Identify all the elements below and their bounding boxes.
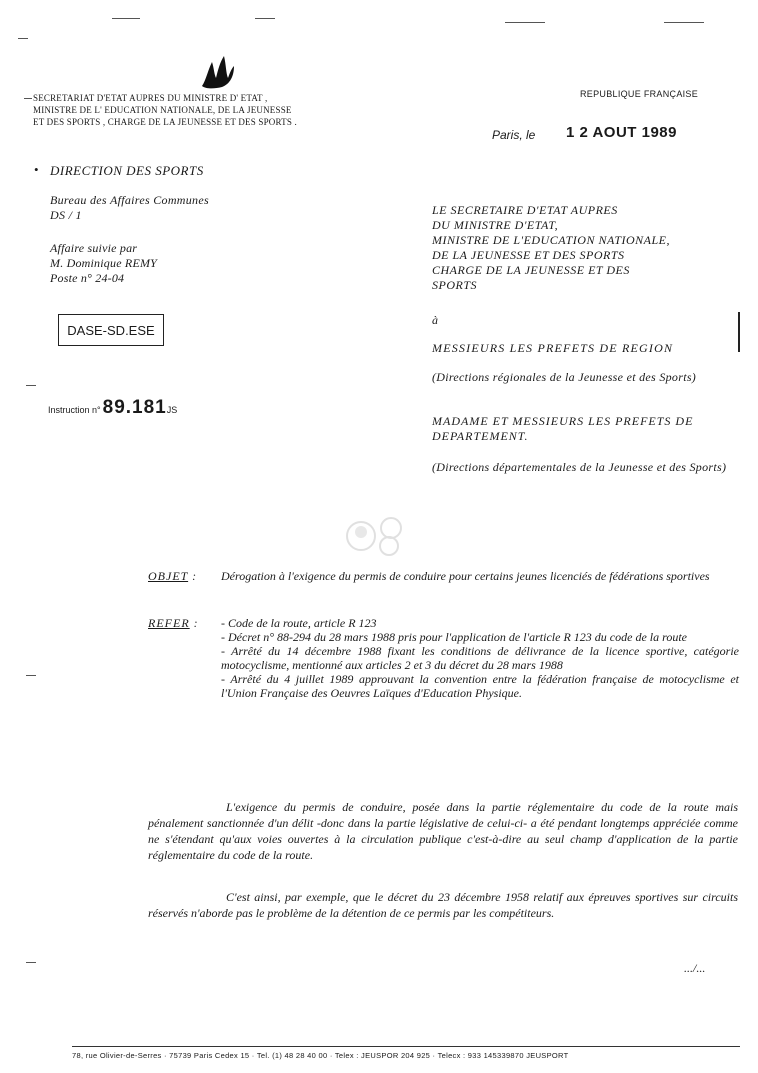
instruction-suffix: JS xyxy=(166,405,178,415)
bureau-line: DS / 1 xyxy=(50,208,82,222)
bureau-block xyxy=(50,193,209,223)
signatory-line: DE LA JEUNESSE ET DES SPORTS xyxy=(432,248,625,262)
service-stamp-box: DASE-SD.ESE xyxy=(58,314,164,346)
addressee-prefets-region: MESSIEURS LES PREFETS DE REGION xyxy=(432,341,674,355)
watermark-logo xyxy=(343,512,409,558)
signatory-line: LE SECRETAIRE D'ETAT AUPRES xyxy=(432,203,618,217)
refer-list xyxy=(221,616,739,700)
body-paragraph: L'exigence du permis de conduire, posée dans la partie réglementaire du code de la route mais pénalement sanctionnée d'un délit -donc dans la partie législative de celui-ci- a été pendant longtemps appréciée comme ne s'étendant qu'aux voies ouvertes à la circulation publique c'est-à-dire au seul champ d'application de la partie réglementaire du code de la route. xyxy=(148,800,738,862)
scan-mark xyxy=(255,18,275,19)
scan-mark xyxy=(26,675,36,676)
addressee-ddjs: (Directions départementales de la Jeunesse et des Sports) xyxy=(432,460,727,474)
ministry-line: SECRETARIAT D'ETAT AUPRES DU MINISTRE D' ETAT , xyxy=(33,93,268,103)
continued-mark: .../... xyxy=(684,961,706,975)
objet-label: OBJET : xyxy=(148,569,198,583)
footer-rule xyxy=(72,1046,740,1047)
scan-mark xyxy=(664,22,704,23)
instruction-value: 89.181 xyxy=(102,397,167,418)
signatory-line: DU MINISTRE D'ETAT, xyxy=(432,218,559,232)
bullet-mark: • xyxy=(34,162,39,177)
refer-item: - Arrêté du 14 décembre 1988 fixant les conditions de délivrance de la licence sportive, catégorie motocyclisme, mentionné aux articles 2 et 3 du décret du 28 mars 1988 xyxy=(221,644,739,672)
direction-title: DIRECTION DES SPORTS xyxy=(50,163,204,178)
ministry-heading xyxy=(33,92,297,128)
ministry-line: MINISTRE DE L' EDUCATION NATIONALE, DE LA JEUNESSE xyxy=(33,105,292,115)
ministry-logo xyxy=(196,52,238,90)
scan-mark xyxy=(505,22,545,23)
place-date-prefix: Paris, le xyxy=(492,128,536,142)
scan-mark xyxy=(24,98,32,99)
scan-mark xyxy=(18,38,28,39)
refer-item: - Décret n° 88-294 du 28 mars 1988 pris pour l'application de l'article R 123 du code de la route xyxy=(221,630,687,644)
addressee-prefets-departement: MADAME ET MESSIEURS LES PREFETS DE DEPARTEMENT. xyxy=(432,414,694,443)
signatory-line: CHARGE DE LA JEUNESSE ET DES xyxy=(432,263,630,277)
republique-heading: REPUBLIQUE FRANÇAISE xyxy=(580,89,699,99)
margin-line xyxy=(738,312,740,352)
ministry-line: ET DES SPORTS , CHARGE DE LA JEUNESSE ET DES SPORTS . xyxy=(33,117,297,127)
footer-address: 78, rue Olivier-de-Serres · 75739 Paris Cedex 15 · Tel. (1) 48 28 40 00 · Telex : JEUSPOR 204 925 · Telecx : 933 145339870 JEUSPORT xyxy=(72,1051,569,1060)
objet-text: Dérogation à l'exigence du permis de conduire pour certains jeunes licenciés de fédérations sportives xyxy=(221,569,710,583)
bureau-line: Bureau des Affaires Communes xyxy=(50,193,209,207)
addressee-drjs: (Directions régionales de la Jeunesse et des Sports) xyxy=(432,370,697,384)
signatory-line: MINISTRE DE L'EDUCATION NATIONALE, xyxy=(432,233,671,247)
refer-item: - Code de la route, article R 123 xyxy=(221,616,377,630)
refer-label: REFER : xyxy=(148,616,199,630)
scan-mark xyxy=(26,385,36,386)
affaire-block xyxy=(50,241,157,286)
body-paragraph: C'est ainsi, par exemple, que le décret du 23 décembre 1958 relatif aux épreuves sportives sur circuits réservés n'aborde pas le problème de la détention de ce permis par les compétiteurs. xyxy=(148,890,738,920)
affaire-line: Poste n° 24-04 xyxy=(50,271,125,285)
signatory-block xyxy=(432,203,670,293)
signatory-line: SPORTS xyxy=(432,278,477,292)
scan-mark xyxy=(112,18,140,19)
scan-mark xyxy=(26,962,36,963)
affaire-line: M. Dominique REMY xyxy=(50,256,158,270)
instruction-label: Instruction n° xyxy=(48,405,101,415)
refer-item: - Arrêté du 4 juillet 1989 approuvant la convention entre la fédération française de motocyclisme et l'Union Française des Oeuvres Laïques d'Education Physique. xyxy=(221,672,739,700)
date-stamp: 1 2 AOUT 1989 xyxy=(566,124,677,141)
instruction-number xyxy=(48,397,177,419)
affaire-line: Affaire suivie par xyxy=(50,241,138,255)
addressee-a: à xyxy=(432,313,438,327)
